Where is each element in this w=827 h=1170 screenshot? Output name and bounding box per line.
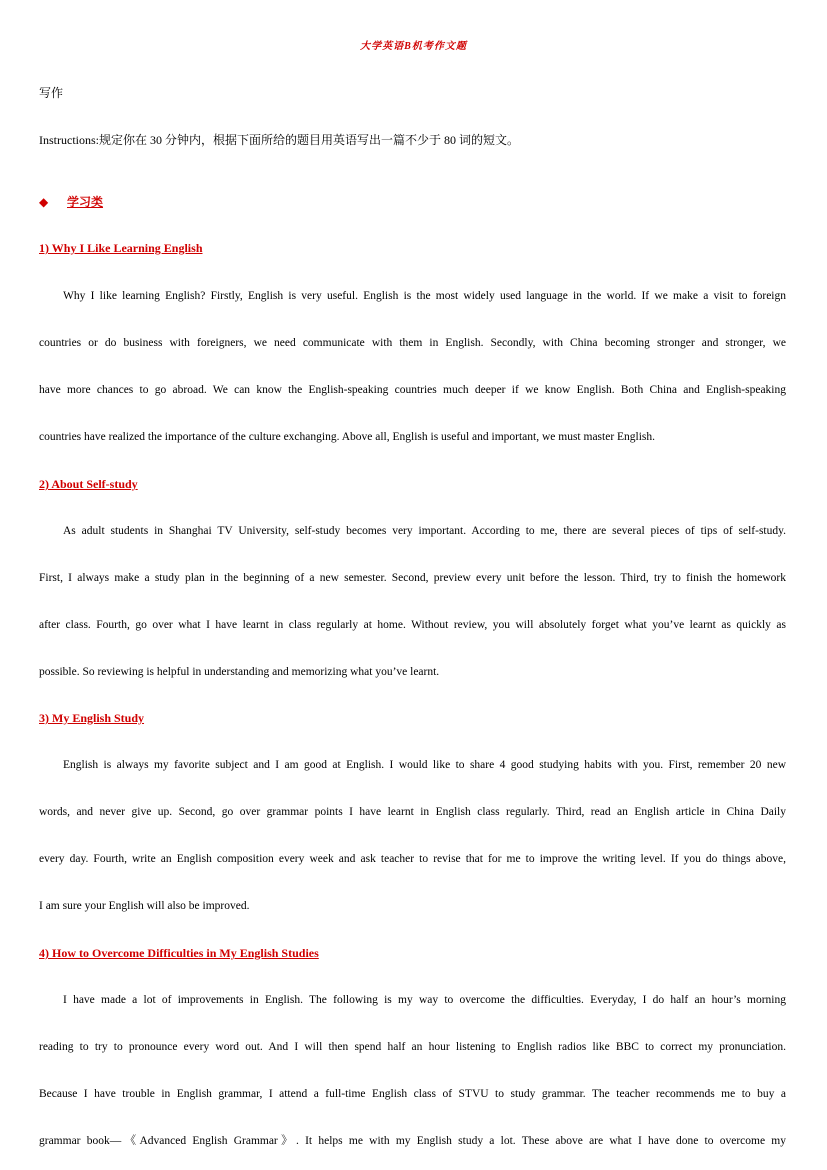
category-heading [39, 193, 103, 210]
essay-3-line: words, and never give up. Second, go over grammar points I have learnt in English class regularly. Third, read an English article in China Daily [39, 806, 786, 818]
essay-2-line: First, I always make a study plan in the beginning of a new semester. Second, preview every unit before the lesson. Third, try to finish the homework [39, 572, 786, 584]
section-heading: 写作 [39, 86, 64, 100]
essay-1-line: Why I like learning English? Firstly, English is very useful. English is the most widely used language in the world. If we make a visit to foreign [63, 290, 786, 302]
essay-3-line: I am sure your English will also be improved. [39, 900, 250, 912]
essay-title-2: 2) About Self-study [39, 477, 138, 491]
essay-1-line: have more chances to go abroad. We can know the English-speaking countries much deeper if we know English. Both China and English-speaking [39, 384, 786, 396]
essay-2-line: after class. Fourth, go over what I have learnt in class regularly at home. Without review, you will absolutely forget what you’ve learnt as quickly as [39, 619, 786, 631]
page-header: 大学英语B机考作文题 [360, 41, 467, 52]
essay-2-line: possible. So reviewing is helpful in understanding and memorizing what you’ve learnt. [39, 666, 440, 678]
diamond-icon: ◆ [39, 195, 49, 209]
essay-title-3: 3) My English Study [39, 711, 145, 725]
essay-4-line: Because I have trouble in English grammar, I attend a full-time English class of STVU to study grammar. The teacher recommends me to buy a [39, 1088, 786, 1100]
essay-title-4: 4) How to Overcome Difficulties in My English Studies [39, 946, 319, 960]
instructions-text: Instructions:规定你在 30 分钟内，根据下面所给的题目用英语写出一篇不少于 80 词的短文。 [39, 133, 519, 147]
essay-title-1: 1) Why I Like Learning English [39, 241, 203, 255]
category-label: 学习类 [67, 195, 104, 209]
essay-1-line: countries have realized the importance of the culture exchanging. Above all, English is useful and important, we must master English. [39, 431, 656, 443]
essay-2-line: As adult students in Shanghai TV University, self-study becomes very important. According to me, there are several pieces of tips of self-study. [63, 525, 786, 537]
essay-1-line: countries or do business with foreigners, we need communicate with them in English. Secondly, with China becoming stronger and stronger, we [39, 337, 786, 349]
essay-4-line: reading to try to pronounce every word out. And I will then spend half an hour listening to English radios like BBC to correct my pronunciation. [39, 1041, 786, 1053]
essay-4-line: I have made a lot of improvements in English. The following is my way to overcome the difficulties. Everyday, I do half an hour’s morning [63, 994, 786, 1006]
essay-3-line: every day. Fourth, write an English composition every week and ask teacher to revise that for me to improve the writing level. If you do things above, [39, 853, 786, 865]
essay-3-line: English is always my favorite subject and I am good at English. I would like to share 4 good studying habits with you. First, remember 20 new [63, 759, 786, 771]
essay-4-line: grammar book—《Advanced English Grammar》. It helps me with my English study a lot. These above are what I have done to overcome my [39, 1135, 786, 1147]
